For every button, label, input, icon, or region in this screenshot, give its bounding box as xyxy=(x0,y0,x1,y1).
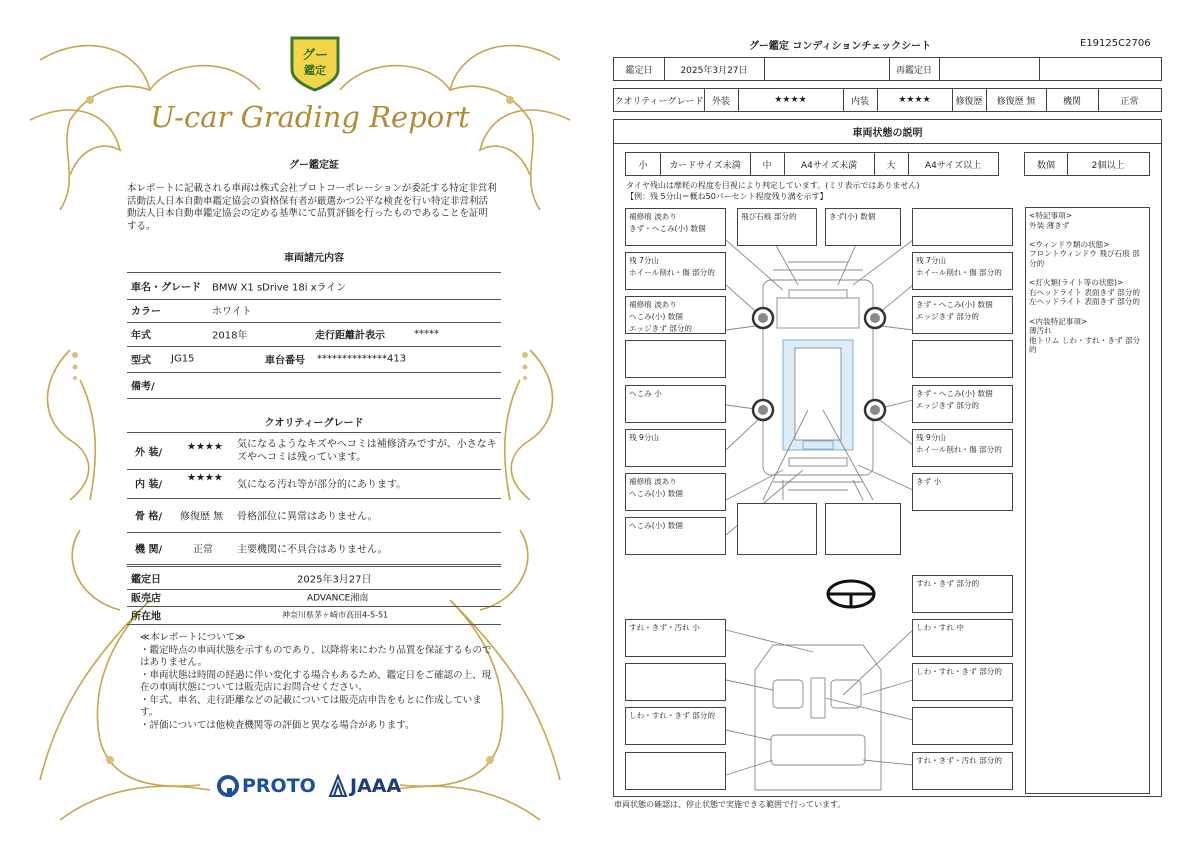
appraisal-date-row xyxy=(127,566,501,590)
grade-desc: 骨格部位に異常はありません。 xyxy=(237,511,378,523)
ext-value: ★★★★ xyxy=(738,89,844,111)
proto-mark-icon xyxy=(216,774,240,798)
note-item: ・車両状態は時間の経過に伴い変化する場合もあるため、鑑定日をご確認の上、現在の車両状態については販売店にお問合せください。 xyxy=(140,669,492,693)
panel-int-right-4: すれ・きず・汚れ 部分的 xyxy=(912,752,1013,790)
chassis-label: 車台番号 xyxy=(265,355,305,367)
panel-left-3: 補修痕 波あり へこみ(小) 数個 エッジきず 部分的 xyxy=(625,296,726,334)
panel-left-8: へこみ(小) 数個 xyxy=(625,517,726,555)
vehicle-name-label: 車名・グレード xyxy=(131,282,201,294)
color-label: カラー xyxy=(131,306,161,318)
panel-left-4 xyxy=(625,340,726,378)
report-title: U-car Grading Report xyxy=(150,100,470,134)
color-value: ホワイト xyxy=(212,306,252,318)
panel-bottom-2 xyxy=(825,503,901,555)
engine-value: 正常 xyxy=(1120,96,1139,107)
grade-desc: 気になるようなキズやヘコミは補修済みですが、小さなキズやヘコミは残っています。 xyxy=(237,439,497,463)
legend-small-desc: カードサイズ未満 xyxy=(660,153,751,175)
panel-left-2: 残 7分山 ホイール削れ・傷 部分的 xyxy=(625,252,726,290)
legend-large-desc: A4サイズ以上 xyxy=(924,160,982,171)
ext-label: 外装 xyxy=(704,89,739,111)
mileage-value: ***** xyxy=(414,328,439,340)
address-row xyxy=(127,606,501,625)
legend-large: 大 xyxy=(874,153,909,175)
panel-right-7: きず 小 xyxy=(912,473,1013,511)
doc-id: E19125C2706 xyxy=(1080,38,1151,49)
panel-int-left-3: しわ・すれ・きず 部分的 xyxy=(625,707,726,745)
appraisal-date-value: 2025年3月27日 xyxy=(297,574,372,586)
legend-mid: 中 xyxy=(750,153,785,175)
note-heading: ≪本レポートについて≫ xyxy=(140,632,246,643)
repair-value: 修復歴 無 xyxy=(986,89,1047,111)
date-row xyxy=(613,57,1162,81)
model-label: 型式 xyxy=(131,355,151,367)
grade-row-frame xyxy=(127,498,501,533)
reappraisal-value xyxy=(939,58,1040,80)
date-label: 鑑定日 xyxy=(614,58,665,80)
grade-row-engine xyxy=(127,532,501,565)
reappraisal-label: 再鑑定日 xyxy=(889,58,940,80)
legend-mid-desc: A4サイズ未満 xyxy=(784,153,875,175)
grade-value: 正常 xyxy=(193,544,213,556)
report-notes xyxy=(140,632,500,732)
grade-label: 機 関/ xyxy=(135,544,163,556)
legend-count: 数個 xyxy=(1025,153,1068,175)
panel-left-5: へこみ 小 xyxy=(625,385,726,423)
remarks-row xyxy=(127,372,501,399)
panel-left-7: 補修痕 波あり へこみ(小) 数個 xyxy=(625,473,726,511)
proto-logo xyxy=(216,772,316,800)
spec-title: 車両諸元内容 xyxy=(284,253,344,264)
grade-label: 内 装/ xyxy=(135,479,163,491)
panel-right-4 xyxy=(912,340,1013,378)
footer-note: 車両状態の確認は、停止状態で実施できる範囲で行っています。 xyxy=(614,800,846,809)
grade-value: ★★★★ xyxy=(187,472,223,484)
size-legend xyxy=(625,152,999,176)
vehicle-name-row xyxy=(127,272,501,300)
panel-int-left-1: すれ・きず・汚れ 小 xyxy=(625,619,726,657)
int-label: 内装 xyxy=(843,89,878,111)
panel-right-2: 残 7分山 ホイール削れ・傷 部分的 xyxy=(912,252,1013,290)
shop-row xyxy=(127,588,501,607)
engine-label: 機関 xyxy=(1046,89,1099,111)
panel-int-right-3 xyxy=(912,707,1013,745)
tire-example: 【例：残 5分山＝概ね50パーセント程度残り溝を示す】 xyxy=(626,192,828,201)
panel-right-3: きず・へこみ(小) 数個 エッジきず 部分的 xyxy=(912,296,1013,334)
grade-value: 修復歴 無 xyxy=(180,511,224,523)
jaaa-text: JAAA xyxy=(350,775,402,797)
note-item: ・年式、車名、走行距離などの記載については販売店申告をもとに作成しています。 xyxy=(140,694,482,718)
grade-label: 外 装/ xyxy=(135,447,163,459)
cert-text: 本レポートに記載される車両は株式会社プロトコーポレーションが委託する特定非営利活動法人日本自動車鑑定協会の資格保有者が厳選かつ公平な検査を行い特定非営利活動法人日本自動車鑑定協会の定める基準にて品質評価を行ったものであることを証明する。 xyxy=(127,183,497,232)
panel-top-1: 飛び石痕 部分的 xyxy=(737,208,817,246)
qg-label: クオリティーグレード xyxy=(614,89,705,111)
badge-bottom: 鑑定 xyxy=(304,64,326,77)
date-value: 2025年3月27日 xyxy=(664,58,765,80)
grade-row-interior xyxy=(127,468,501,499)
int-value: ★★★★ xyxy=(877,89,953,111)
section-title: 車両状態の説明 xyxy=(613,119,1162,144)
panel-bottom-1 xyxy=(737,503,817,555)
jaaa-mark-icon xyxy=(328,774,348,798)
color-row xyxy=(127,298,501,323)
panel-right-6: 残 9分山 ホイール削れ・傷 部分的 xyxy=(912,429,1013,467)
model-row xyxy=(127,346,501,373)
panel-int-left-2 xyxy=(625,663,726,701)
panel-top-3 xyxy=(912,208,1013,246)
proto-text: PROTO xyxy=(242,775,316,797)
badge-top: グー xyxy=(301,48,328,63)
shop-value: ADVANCE湘南 xyxy=(307,593,369,604)
chassis-value: **************413 xyxy=(317,353,407,365)
legend-count-desc: 2個以上 xyxy=(1091,160,1125,171)
grade-title: クオリティーグレード xyxy=(264,418,364,429)
shop-label: 販売店 xyxy=(131,593,161,605)
grade-row xyxy=(613,88,1162,112)
panel-left-6: 残 9分山 xyxy=(625,429,726,467)
grade-label: 骨 格/ xyxy=(135,511,163,523)
cert-title: グー鑑定証 xyxy=(289,160,339,171)
grade-desc: 主要機関に不具合はありません。 xyxy=(237,544,388,556)
address-label: 所在地 xyxy=(131,611,161,623)
grade-desc: 気になる汚れ等が部分的にあります。 xyxy=(237,479,407,491)
special-notes: <特記事項> 外装 薄きず <ウィンドウ類の状態> フロントウィンドウ 飛び石痕 部分的 <灯火類(ライト等の状態)> 右ヘッドライト 表面きず 部分的 左ヘッドライト 表面きず 部分的 <内装特記事項> 薄汚れ 他トリム しわ・すれ・きず 部分的 xyxy=(1025,207,1150,794)
appraisal-date-label: 鑑定日 xyxy=(131,574,161,586)
steering-wheel-icon xyxy=(828,581,874,607)
repair-label: 修復歴 xyxy=(952,89,987,111)
panel-int-right-2: しわ・すれ・きず 部分的 xyxy=(912,663,1013,701)
address-value: 神奈川県茅ヶ崎市高田4-5-51 xyxy=(282,610,389,620)
note-item: ・鑑定時点の車両状態を示すものであり、以降将来にわたり品質を保証するものではありません。 xyxy=(140,644,492,668)
panel-left-1: 補修痕 波あり きず・へこみ(小) 数個 xyxy=(625,208,726,246)
tire-note: タイヤ残山は摩耗の程度を目視により判定しています。(ミリ表示ではありません) xyxy=(626,181,920,190)
date-blank xyxy=(764,58,890,80)
jaaa-logo xyxy=(328,772,401,800)
vehicle-name-value: BMW X1 sDrive 18i xライン xyxy=(212,282,347,294)
year-row xyxy=(127,322,501,347)
legend-small: 小 xyxy=(626,153,661,175)
remarks-label: 備考/ xyxy=(131,381,155,393)
grade-row-exterior xyxy=(127,432,501,470)
goo-badge xyxy=(288,32,342,92)
grade-value: ★★★★ xyxy=(187,441,223,453)
panel-right-5: きず・へこみ(小) 数個 エッジきず 部分的 xyxy=(912,385,1013,423)
panel-int-left-4 xyxy=(625,752,726,790)
mileage-label: 走行距離計表示 xyxy=(315,330,385,342)
sheet-title: グー鑑定 コンディションチェックシート xyxy=(748,41,932,52)
panel-int-right-1: しわ・すれ 中 xyxy=(912,619,1013,657)
model-value: JG15 xyxy=(171,353,195,365)
year-value: 2018年 xyxy=(212,330,248,342)
panel-top-2: きず(小) 数個 xyxy=(825,208,901,246)
panel-steering: すれ・きず 部分的 xyxy=(912,575,1013,613)
note-item: ・評価については他検査機関等の評価と異なる場合があります。 xyxy=(140,719,415,731)
year-label: 年式 xyxy=(131,330,151,342)
reappraisal-blank xyxy=(1039,58,1161,80)
count-legend xyxy=(1024,152,1150,176)
